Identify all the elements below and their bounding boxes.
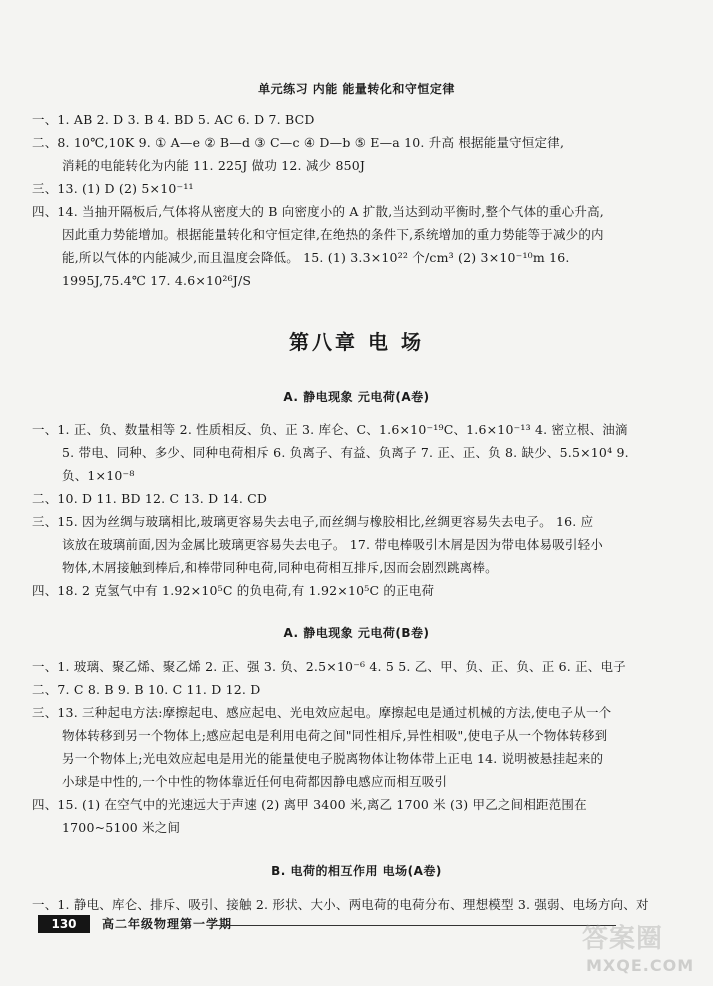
page-number: 130 bbox=[38, 915, 90, 933]
answer-line: 四、15. (1) 在空气中的光速远大于声速 (2) 离甲 3400 米,离乙 1700 米 (3) 甲乙之间相距范围在 bbox=[32, 797, 587, 812]
unit-answers bbox=[32, 108, 682, 292]
answer-line: 一、1. 玻璃、聚乙烯、聚乙烯 2. 正、强 3. 负、2.5×10⁻⁶ 4. 5 5. 乙、甲、负、正、负、正 6. 正、电子 bbox=[32, 659, 626, 674]
answer-line: 小球是中性的,一个中性的物体靠近任何电荷都因静电感应而相互吸引 bbox=[62, 774, 448, 789]
answer-line: 二、7. C 8. B 9. B 10. C 11. D 12. D bbox=[32, 682, 261, 697]
chapter-title: 第八章 电 场 bbox=[289, 330, 424, 354]
footer-divider bbox=[216, 925, 616, 926]
section-answers bbox=[32, 655, 682, 839]
answer-line: 二、10. D 11. BD 12. C 13. D 14. CD bbox=[32, 491, 268, 506]
answer-line: 消耗的电能转化为内能 11. 225J 做功 12. 减少 850J bbox=[62, 158, 366, 173]
section-answers bbox=[32, 418, 682, 602]
answer-line: 三、13. 三种起电方法:摩擦起电、感应起电、光电效应起电。摩擦起电是通过机械的方法,使电子从一个 bbox=[32, 705, 612, 720]
section-title: A. 静电现象 元电荷(A卷) bbox=[283, 390, 430, 404]
answer-line: 另一个物体上;光电效应起电是用光的能量使电子脱离物体让物体带上正电 14. 说明被悬挂起来的 bbox=[62, 751, 604, 766]
answer-line: 四、14. 当抽开隔板后,气体将从密度大的 B 向密度小的 A 扩散,当达到动平衡时,整个气体的重心升高, bbox=[32, 204, 604, 219]
answer-line: 三、15. 因为丝绸与玻璃相比,玻璃更容易失去电子,而丝绸与橡胶相比,丝绸更容易失去电子。 16. 应 bbox=[32, 514, 594, 529]
section-title: A. 静电现象 元电荷(B卷) bbox=[283, 626, 430, 640]
answer-line: 1995J,75.4℃ 17. 4.6×10²⁶J/S bbox=[62, 273, 252, 288]
answer-line: 1700~5100 米之间 bbox=[62, 820, 181, 835]
answer-line: 四、18. 2 克氢气中有 1.92×10⁵C 的负电荷,有 1.92×10⁵C 的正电荷 bbox=[32, 583, 435, 598]
watermark-text: 答案圈 bbox=[582, 924, 664, 954]
section-answers bbox=[32, 893, 682, 916]
unit-title: 单元练习 内能 能量转化和守恒定律 bbox=[258, 82, 455, 96]
answer-line: 一、1. AB 2. D 3. B 4. BD 5. AC 6. D 7. BCD bbox=[32, 112, 315, 127]
answer-line: 物体,木屑接触到棒后,和棒带同种电荷,同种电荷相互排斥,因而会剧烈跳离棒。 bbox=[62, 560, 498, 575]
answer-line: 能,所以气体的内能减少,而且温度会降低。 15. (1) 3.3×10²² 个/cm³ (2) 3×10⁻¹⁰m 16. bbox=[62, 250, 570, 265]
answer-line: 该放在玻璃前面,因为金属比玻璃更容易失去电子。 17. 带电棒吸引木屑是因为带电体易吸引轻小 bbox=[62, 537, 604, 552]
answer-line: 负、1×10⁻⁸ bbox=[62, 468, 135, 483]
answer-line: 一、1. 正、负、数量相等 2. 性质相反、负、正 3. 库仑、C、1.6×10⁻¹⁹C、1.6×10⁻¹³ 4. 密立根、油滴 bbox=[32, 422, 628, 437]
answer-line: 5. 带电、同种、多少、同种电荷相斥 6. 负离子、有益、负离子 7. 正、正、负 8. 缺少、5.5×10⁴ 9. bbox=[62, 445, 629, 460]
section-title: B. 电荷的相互作用 电场(A卷) bbox=[271, 864, 442, 878]
answer-line: 二、8. 10℃,10K 9. ① A—e ② B—d ③ C—c ④ D—b ⑤ E—a 10. 升高 根据能量守恒定律, bbox=[32, 135, 565, 150]
watermark-logo bbox=[582, 918, 700, 980]
book-title: 高二年级物理第一学期 bbox=[102, 917, 233, 931]
answer-line: 物体转移到另一个物体上;感应起电是利用电荷之间"同性相斥,异性相吸",使电子从一个物体转移到 bbox=[62, 728, 608, 743]
answer-line: 三、13. (1) D (2) 5×10⁻¹¹ bbox=[32, 181, 194, 196]
watermark-url: MXQE.COM bbox=[586, 956, 695, 975]
answer-line: 因此重力势能增加。根据能量转化和守恒定律,在绝热的条件下,系统增加的重力势能等于减少的内 bbox=[62, 227, 604, 242]
answer-line: 一、1. 静电、库仑、排斥、吸引、接触 2. 形状、大小、两电荷的电荷分布、理想模型 3. 强弱、电场方向、对 bbox=[32, 897, 649, 912]
